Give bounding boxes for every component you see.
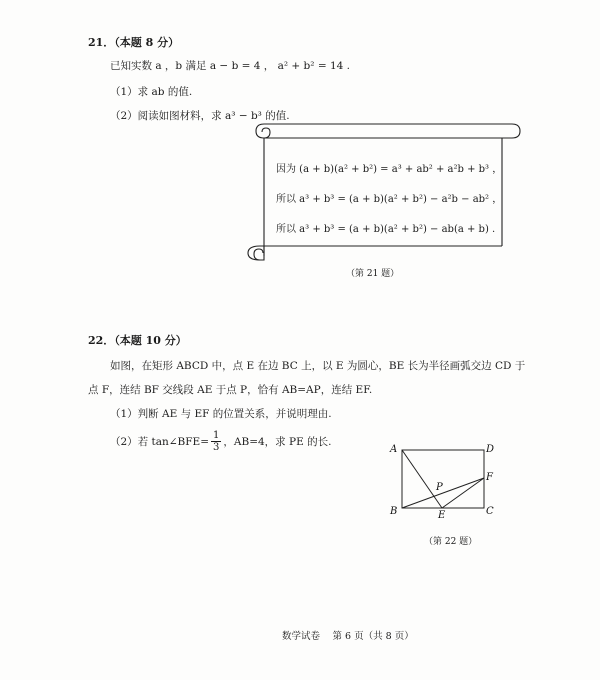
material-line-3: 所以 a³ + b³ = (a + b)(a² + b²) − ab(a + b) . (276, 224, 496, 235)
q22-score: （本题 10 分） (114, 334, 187, 347)
q22-stem-line1: 如图，在矩形 ABCD 中，点 E 在边 BC 上，以 E 为圆心，BE 长为半径画弧交边 CD 于 (110, 360, 526, 372)
page-footer: 数学试卷 第 6 页（共 8 页） (282, 631, 414, 642)
q22-fraction (211, 430, 221, 453)
q21-part1: （1）求 ab 的值. (110, 86, 193, 98)
q21-material-scroll (240, 118, 522, 266)
label-c: C (486, 506, 494, 517)
q21-caption: （第 21 题） (346, 269, 400, 279)
label-p: P (436, 482, 443, 493)
segment-ef (442, 478, 484, 508)
q22-caption: （第 22 题） (424, 537, 478, 547)
label-d: D (486, 444, 495, 455)
fraction-numerator: 1 (213, 430, 220, 441)
q21-score: （本题 8 分） (114, 36, 180, 49)
q21-number: 21． (88, 36, 115, 49)
q22-heading (88, 332, 187, 348)
label-b: B (390, 506, 398, 517)
q22-part2-prefix: （2）若 tan∠BFE= (110, 436, 210, 448)
material-line-1: 因为 (a + b)(a² + b²) = a³ + ab² + a²b + b³ ， (276, 164, 503, 175)
q22-stem-line2: 点 F，连结 BF 交线段 AE 于点 P，恰有 AB=AP，连结 EF. (88, 384, 373, 396)
q22-part2 (110, 430, 331, 453)
q21-heading (88, 34, 179, 50)
q22-part1: （1）判断 AE 与 EF 的位置关系，并说明理由. (110, 408, 332, 420)
segment-ae (402, 450, 442, 508)
segment-bf (402, 478, 484, 508)
material-line-2: 所以 a³ + b³ = (a + b)(a² + b²) − a²b − ab² ， (276, 194, 503, 205)
label-f: F (486, 472, 493, 483)
q22-figure (384, 438, 504, 520)
fraction-denominator: 3 (213, 442, 220, 453)
label-a: A (390, 444, 398, 455)
label-e: E (438, 510, 446, 520)
rectangle-abcd (402, 450, 484, 508)
q21-stem: 已知实数 a ，b 满足 a − b = 4 ， a² + b² = 14 . (110, 60, 350, 72)
q22-number: 22． (88, 334, 115, 347)
q22-part2-suffix: ，AB=4，求 PE 的长. (223, 436, 332, 448)
q21-part2: （2）阅读如图材料，求 a³ − b³ 的值. (110, 110, 290, 122)
